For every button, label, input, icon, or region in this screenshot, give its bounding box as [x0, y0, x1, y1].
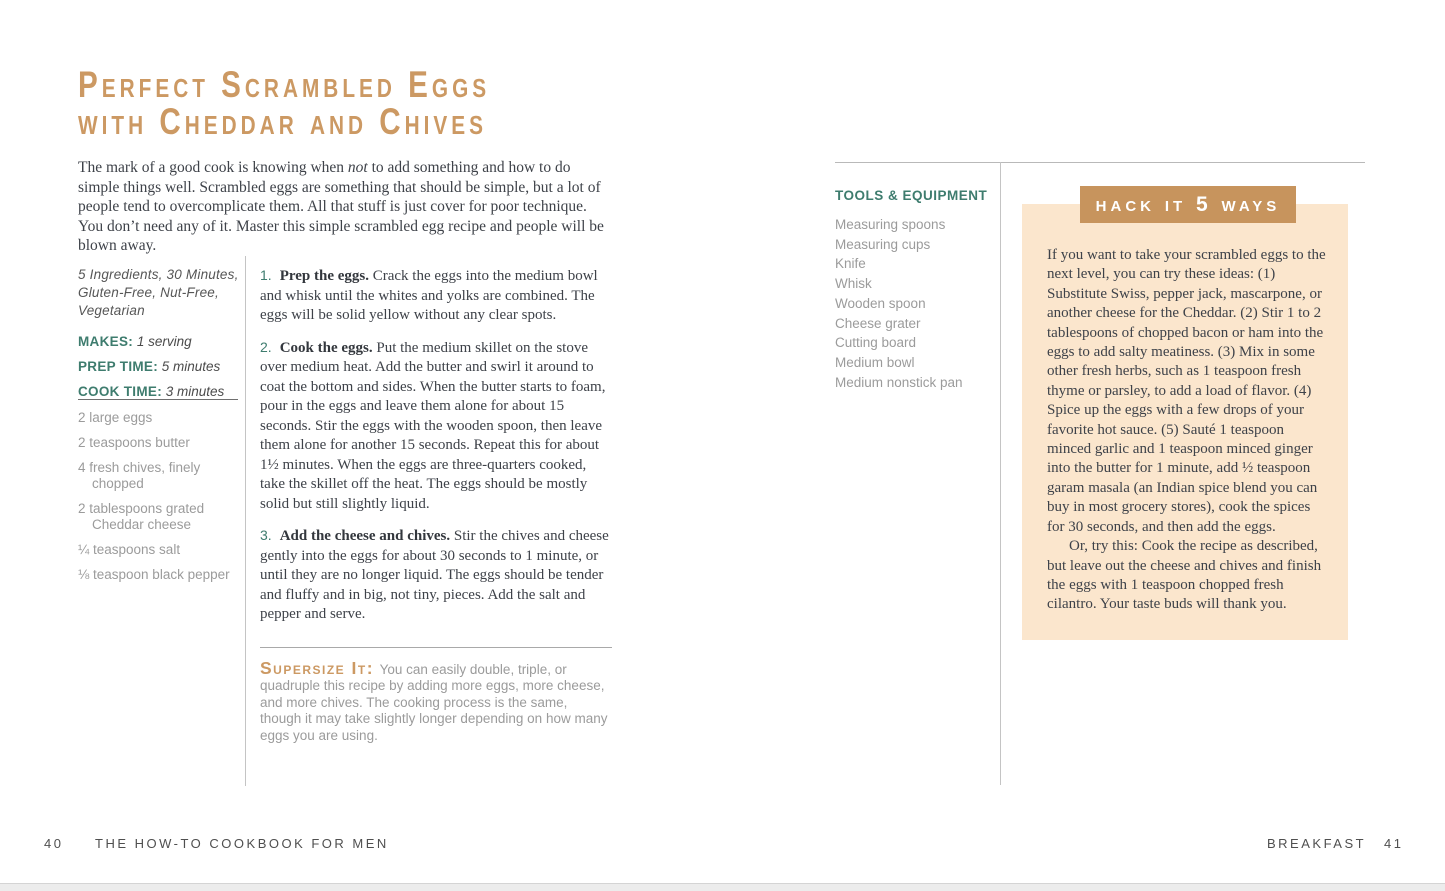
step-number: 2. — [260, 338, 272, 355]
step-item — [260, 338, 612, 515]
tool-item: Cutting board — [835, 335, 917, 351]
ingredient-item: 2 large eggs — [78, 410, 153, 425]
step-lead: Prep the eggs. — [279, 268, 369, 284]
tools-list — [835, 215, 995, 392]
supersize-note — [260, 657, 612, 745]
step-number: 3. — [260, 527, 272, 543]
step-lead: Cook the eggs. — [279, 339, 373, 356]
step-number: 1. — [260, 267, 272, 283]
tool-item: Knife — [835, 256, 866, 272]
page-title-line2: with Cheddar and Chives — [78, 101, 488, 142]
ingredient-item: ¼ teaspoons salt — [78, 542, 181, 557]
step-item — [260, 266, 612, 326]
meta-label: PREP TIME: — [78, 359, 159, 374]
meta-row — [78, 334, 240, 350]
supersize-divider — [260, 647, 612, 648]
hack-it-badge: hack it 5 ways — [1080, 186, 1296, 223]
intro-text-before: The mark of a good cook is knowing when — [78, 159, 348, 176]
ingredient-item: 2 tablespoons grated Cheddar cheese — [78, 501, 205, 532]
footer-section-label: BREAKFAST — [1267, 836, 1367, 851]
tool-item: Medium bowl — [835, 354, 915, 370]
page-title-line1: Perfect Scrambled Eggs — [78, 64, 491, 105]
steps-list — [260, 266, 612, 625]
step-text: Crack the eggs into the medium bowl and whisk until the whites and yolks are combined. The eggs will be solid yellow without any clear spots. — [260, 268, 598, 323]
recipe-sidebar — [78, 266, 240, 409]
sidebar-divider — [78, 399, 238, 400]
ingredient-item: 2 teaspoons butter — [78, 435, 190, 450]
step-text: Stir the chives and cheese gently into the eggs for about 30 seconds to 1 minute, or until they are no longer liquid. The eggs should be tender and fluffy and in big, not tiny, pieces. Add the salt and pepper and serve. — [260, 528, 609, 622]
tool-item: Wooden spoon — [835, 295, 926, 311]
meta-label: COOK TIME: — [78, 384, 162, 399]
intro-text-italic: not — [347, 159, 368, 176]
footer-page-number-left: 40 — [44, 836, 64, 851]
tool-item: Measuring cups — [835, 236, 931, 252]
tool-item: Medium nonstick pan — [835, 374, 963, 390]
right-page-top-rule — [835, 162, 1365, 163]
page-title — [78, 66, 490, 140]
step-text: Put the medium skillet on the stove over medium heat. Add the butter and swirl it around to coat the bottom and sides. When the butter starts to foam, pour in the eggs and leave them alone for about 15 seconds. Stir the eggs with the wooden spoon, then leave them alone for another 15 seconds. Repeat this for about 1½ minutes. When the eggs are three-quarters cooked, take the skillet off the heat. The eggs should be mostly solid but still slightly liquid. — [260, 339, 606, 512]
meta-row — [78, 359, 240, 375]
tools-column — [835, 188, 995, 392]
tool-item: Whisk — [835, 276, 872, 292]
tools-heading: TOOLS & EQUIPMENT — [835, 188, 988, 203]
right-column-divider — [1000, 162, 1001, 785]
ingredient-item: 4 fresh chives, finely chopped — [78, 460, 201, 491]
meta-row — [78, 384, 240, 400]
supersize-label: Supersize It: — [260, 657, 375, 678]
step-lead: Add the cheese and chives. — [279, 528, 451, 544]
steps-column — [260, 266, 612, 744]
footer-book-title: THE HOW-TO COOKBOOK FOR MEN — [95, 836, 389, 851]
hack-paragraph-1: If you want to take your scrambled eggs to the next level, you can try these ideas: (1) Substitute Swiss, pepper jack, mascarpone, or another cheese for the Cheddar. (2) Stir 1 to 2 tablespoons of chopped bacon or ham into the eggs to add salty meatiness. (3) Mix in some other fresh herbs, such as 1 teaspoon fresh thyme or parsley, to add a load of flavor. (4) Spice up the eggs with a few drops of your favorite hot sauce. (5) Sauté 1 teaspoon minced garlic and 1 teaspoon minced ginger into the butter for 1 minute, add ½ teaspoon garam masala (an Indian spice blend you can buy in most grocery stores), cook the spices for 30 seconds, and then add the eggs. — [1047, 247, 1326, 535]
hack-it-text — [1047, 246, 1327, 615]
tool-item: Cheese grater — [835, 315, 921, 331]
footer-page-number-right: 41 — [1384, 836, 1404, 851]
tool-item: Measuring spoons — [835, 217, 946, 232]
ingredient-item: ⅛ teaspoon black pepper — [78, 567, 230, 582]
ingredients-list — [78, 410, 243, 592]
intro-paragraph — [78, 158, 614, 256]
supersize-text: You can easily double, triple, or quadruple this recipe by adding more eggs, more cheese, and more chives. The cooking process is the same, though it may take slightly longer depending on how many eggs you are using. — [260, 661, 608, 743]
hack-it-box — [1022, 204, 1348, 640]
step-item — [260, 526, 612, 625]
left-column-divider — [245, 256, 246, 786]
meta-value: 1 serving — [136, 334, 192, 349]
hack-paragraph-2: Or, try this: Cook the recipe as described, but leave out the cheese and chives and finish the eggs with 1 teaspoon chopped fresh cilantro. Your taste buds will thank you. — [1047, 538, 1322, 613]
meta-value: 5 minutes — [161, 359, 221, 374]
intro-text-after: to add something and how to do simple things well. Scrambled eggs are something that should be simple, but a lot of people tend to overcomplicate them. All that stuff is just cover for poor technique. You don’t need any of it. Master this simple scrambled egg recipe and people will be blown away. — [78, 159, 604, 254]
recipe-tags: 5 Ingredients, 30 Minutes, Gluten-Free, Nut-Free, Vegetarian — [78, 267, 239, 318]
meta-value: 3 minutes — [165, 384, 225, 399]
recipe-meta — [78, 334, 240, 400]
meta-label: MAKES: — [78, 334, 134, 349]
page-bottom-edge — [0, 883, 1445, 891]
